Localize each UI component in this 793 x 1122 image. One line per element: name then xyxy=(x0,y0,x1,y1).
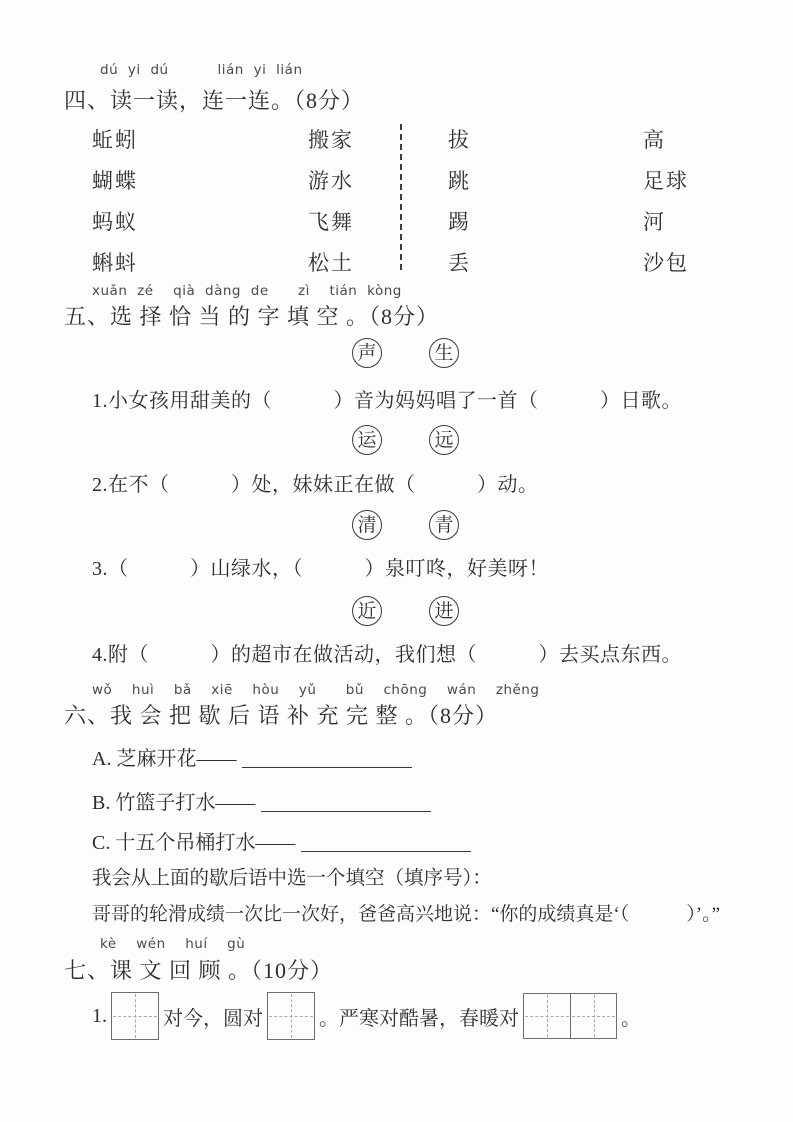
choice-circle: 运 xyxy=(352,425,382,455)
match-item: 河 xyxy=(643,210,666,234)
xiehouyu-item-a xyxy=(92,742,412,771)
question-line-1: 1.小女孩用甜美的（ ）音为妈妈唱了一首（ ）日歌。 xyxy=(92,390,682,412)
match-item: 跳 xyxy=(448,169,471,193)
match-item: 搬家 xyxy=(308,128,354,152)
tianzige-cell xyxy=(570,994,616,1038)
match-item: 足球 xyxy=(643,169,689,193)
choice-circle: 近 xyxy=(352,596,382,626)
tianzige-cell xyxy=(524,994,570,1038)
choice-pair-qing xyxy=(352,510,459,540)
choice-circle: 远 xyxy=(429,425,459,455)
xiehouyu-text: B. 竹篮子打水—— xyxy=(92,792,256,814)
section4-title: 四、读一读，连一连。（8分） xyxy=(64,88,365,113)
question-line-3: 3.（ ）山绿水，（ ）泉叮咚，好美呀！ xyxy=(92,558,549,580)
answer-underline xyxy=(301,850,471,852)
match-item: 松土 xyxy=(308,251,354,275)
xiehouyu-text: A. 芝麻开花—— xyxy=(92,748,237,770)
question-number: 1. xyxy=(92,1004,107,1027)
match-item: 蝴蝶 xyxy=(92,169,138,193)
question-text: 。严寒对酷暑，春暖对 xyxy=(319,1007,519,1030)
choice-circle: 青 xyxy=(429,510,459,540)
match-item: 踢 xyxy=(448,210,471,234)
section4-pinyin: dú yi dú lián yi lián xyxy=(100,62,303,78)
choice-pair-yun xyxy=(352,425,459,455)
fill-in-instruction: 我会从上面的歇后语中选一个填空（填序号）： xyxy=(92,868,492,889)
fill-in-sentence: 哥哥的轮滑成绩一次比一次好，爸爸高兴地说：“你的成绩真是‘（ ）’。” xyxy=(92,904,721,925)
match-column-objects xyxy=(643,120,689,284)
match-item: 蝌蚪 xyxy=(92,251,138,275)
xiehouyu-item-c xyxy=(92,826,471,855)
section7-pinyin: kè wén huí gù xyxy=(100,936,246,952)
choice-circle: 进 xyxy=(429,596,459,626)
choice-circle: 声 xyxy=(352,338,382,368)
choice-pair-sheng xyxy=(352,338,459,368)
choice-circle: 清 xyxy=(352,510,382,540)
match-item: 蚯蚓 xyxy=(92,128,138,152)
tianzige-box xyxy=(267,992,315,1040)
match-column-actions-left xyxy=(308,120,354,284)
match-item: 高 xyxy=(643,128,666,152)
xiehouyu-text: C. 十五个吊桶打水—— xyxy=(92,832,296,854)
match-column-verbs xyxy=(448,120,471,284)
match-item: 拔 xyxy=(448,128,471,152)
match-item: 游水 xyxy=(308,169,354,193)
match-item: 丢 xyxy=(448,251,471,275)
section5-title: 五、选 择 恰 当 的 字 填 空 。（8分） xyxy=(64,304,440,329)
section5-pinyin: xuǎn zé qià dàng de zì tián kòng xyxy=(92,283,402,299)
match-column-insects xyxy=(92,120,138,284)
xiehouyu-item-b xyxy=(92,786,431,815)
answer-underline xyxy=(242,766,412,768)
match-item: 蚂蚁 xyxy=(92,210,138,234)
question-line-4: 4.附（ ）的超市在做活动，我们想（ ）去买点东西。 xyxy=(92,644,682,666)
section7-title: 七、课 文 回 顾 。（10分） xyxy=(64,958,334,983)
tianzige-double-box xyxy=(523,993,617,1039)
tianzige-box xyxy=(111,992,159,1040)
section6-pinyin: wǒ huì bǎ xiē hòu yǔ bǔ chōng wán zhěng xyxy=(92,682,540,698)
question-line-2: 2.在不（ ）处，妹妹正在做（ ）动。 xyxy=(92,474,539,496)
section6-title: 六、我 会 把 歇 后 语 补 充 完 整 。（8分） xyxy=(64,703,499,728)
answer-underline xyxy=(261,810,431,812)
match-item: 飞舞 xyxy=(308,210,354,234)
question-text: 对今，圆对 xyxy=(163,1007,263,1030)
recall-question-1 xyxy=(92,992,641,1040)
match-item: 沙包 xyxy=(643,251,689,275)
vertical-dashed-divider xyxy=(400,124,402,270)
choice-pair-jin xyxy=(352,596,459,626)
choice-circle: 生 xyxy=(429,338,459,368)
question-text: 。 xyxy=(621,1007,641,1030)
